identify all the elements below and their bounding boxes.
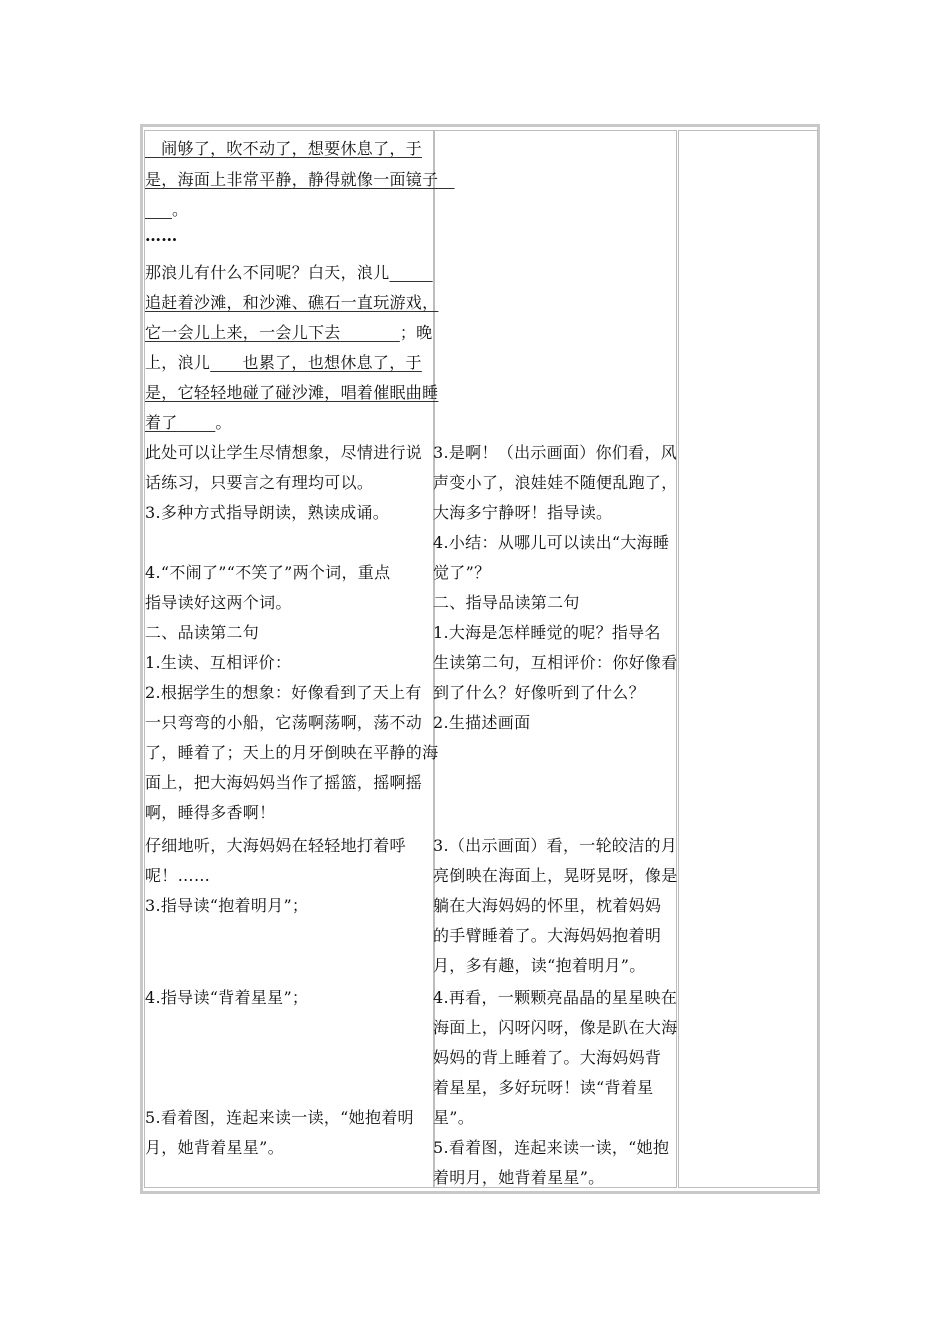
text-line: 一只弯弯的小船，它荡啊荡啊，荡不动 <box>145 713 423 732</box>
text-line: …… <box>145 226 178 245</box>
section-heading: 二、指导品读第二句 <box>433 593 580 612</box>
text-line: 面上，把大海妈妈当作了摇篮，摇啊摇 <box>145 773 423 792</box>
text-line: 那浪儿有什么不同呢？白天，浪儿 <box>145 263 390 282</box>
text-line: 4.再看，一颗颗亮晶晶的星星映在 <box>433 988 678 1007</box>
text-line: 呢！…… <box>145 866 211 885</box>
text-line: 着星星，多好玩呀！读“背着星 <box>433 1078 654 1097</box>
text-line: 5.看着图，连起来读一读，“她抱 <box>433 1138 670 1157</box>
text-line: 闹够了，吹不动了，想要休息了，于 <box>161 139 422 158</box>
text-line: 3.多种方式指导朗读，熟读成诵。 <box>145 503 390 522</box>
text-line: 2.生描述画面 <box>433 713 531 732</box>
text-line: 4.小结：从哪儿可以读出“大海睡 <box>433 533 670 552</box>
text-line: 着了 。 <box>145 413 232 432</box>
text-line: 上，浪儿 也累了，也想休息了，于 <box>145 353 422 372</box>
text-line: 5.看着图，连起来读一读，“她抱着明 <box>145 1108 414 1127</box>
section-heading: 二、品读第二句 <box>145 623 260 642</box>
text-line: 此处可以让学生尽情想象，尽情进行说 <box>145 443 423 462</box>
text-line: 的手臂睡着了。大海妈妈抱着明 <box>433 926 662 945</box>
text-line: 指导读好这两个词。 <box>145 593 292 612</box>
text-line: 3.是啊！（出示画面）你们看，风 <box>433 443 678 462</box>
text-line: 1.大海是怎样睡觉的呢？指导名 <box>433 623 661 642</box>
text-line: 躺在大海妈妈的怀里，枕着妈妈 <box>433 896 662 915</box>
text-line: 月，多有趣，读“抱着明月”。 <box>433 956 646 975</box>
text-line: 到了什么？好像听到了什么？ <box>433 683 645 702</box>
text-line: 是，海面上非常平静，静得就像一面镜子 <box>145 170 439 189</box>
text-line: 生读第二句，互相评价：你好像看 <box>433 653 678 672</box>
text-line: 。 <box>171 200 189 219</box>
text-line: 星”。 <box>433 1108 475 1127</box>
text-line: 声变小了，浪娃娃不随便乱跑了， <box>433 473 678 492</box>
text-line: 啊，睡得多香啊！ <box>145 803 276 822</box>
text-line: 妈妈的背上睡着了。大海妈妈背 <box>433 1048 662 1067</box>
text-line: 仔细地听，大海妈妈在轻轻地打着呼 <box>145 836 406 855</box>
text-line: 着明月，她背着星星”。 <box>433 1168 605 1187</box>
text-line: 大海多宁静呀！指导读。 <box>433 503 613 522</box>
text-line: 追赶着沙滩，和沙滩、礁石一直玩游戏， <box>145 293 439 312</box>
text-line: 它一会儿上来，一会儿下去 ；晚 <box>145 323 433 342</box>
text-line: 话练习，只要言之有理均可以。 <box>145 473 374 492</box>
text-line: 月，她背着星星”。 <box>145 1138 284 1157</box>
text-line: 海面上，闪呀闪呀，像是趴在大海 <box>433 1018 678 1037</box>
text-line: 是，它轻轻地碰了碰沙滩，唱着催眠曲睡 <box>145 383 439 402</box>
text-line: 了，睡着了；天上的月牙倒映在平静的海 <box>145 743 439 762</box>
text-line: 4.指导读“背着星星”； <box>145 988 309 1007</box>
text-line: 亮倒映在海面上，晃呀晃呀，像是 <box>433 866 678 885</box>
text-line: 3.（出示画面）看，一轮皎洁的月 <box>433 836 678 855</box>
text-line: 2.根据学生的想象：好像看到了天上有 <box>145 683 422 702</box>
notes-column <box>678 130 818 1188</box>
text-line: 3.指导读“抱着明月”； <box>145 896 309 915</box>
text-line: 1.生读、互相评价： <box>145 653 292 672</box>
text-line: 4.“不闹了”“不笑了”两个词，重点 <box>145 563 391 582</box>
text-line: 觉了”？ <box>433 563 491 582</box>
